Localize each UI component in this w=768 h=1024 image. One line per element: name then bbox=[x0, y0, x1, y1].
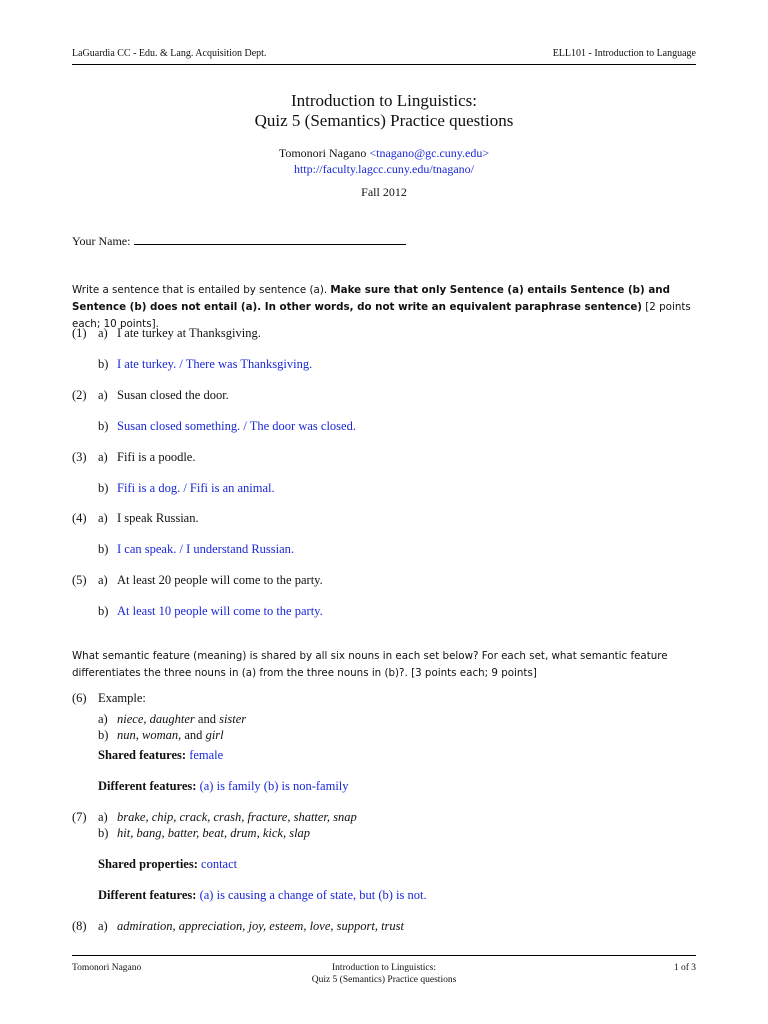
item8-number: (8) bbox=[72, 919, 87, 933]
item6-b-words2: girl bbox=[205, 728, 224, 742]
section1-instruction-bold: Make sure that only Sentence (a) entails Sentence (b) and Sentence (b) does not entail (a). In other words, do not write an equivalent paraphrase sentence) bbox=[72, 284, 670, 313]
item4-a-label: a) bbox=[98, 511, 108, 525]
item6-a-label: a) bbox=[98, 712, 108, 726]
section1-instruction-points: [2 points each; 10 points]. bbox=[72, 301, 691, 330]
header-rule bbox=[72, 64, 696, 65]
item7-diff-label: Different features: bbox=[98, 888, 197, 902]
section2-instruction-line2: differentiates the three nouns in (a) from the three nouns in (b)?. [3 points each; 9 points] bbox=[72, 667, 537, 679]
item5-number: (5) bbox=[72, 573, 87, 587]
name-field-label: Your Name: bbox=[72, 234, 131, 248]
item7-diff-answer: (a) is causing a change of state, but (b) is not. bbox=[199, 888, 427, 902]
item6-a-words2: sister bbox=[219, 712, 247, 726]
footer-center bbox=[0, 962, 768, 986]
footer-center-line2: Quiz 5 (Semantics) Practice questions bbox=[311, 975, 457, 985]
item7-b-label: b) bbox=[98, 826, 109, 840]
item7-number: (7) bbox=[72, 810, 87, 824]
item3-a-text: Fifi is a poodle. bbox=[117, 450, 196, 464]
item6-a-text bbox=[117, 712, 246, 727]
footer-left: Tomonori Nagano bbox=[72, 963, 142, 973]
section2-instruction-line1: What semantic feature (meaning) is shared by all six nouns in each set below? For each set, what semantic feature bbox=[72, 650, 668, 662]
item2-b-answer: Susan closed something. / The door was closed. bbox=[117, 419, 356, 433]
item6-diff-answer: (a) is family (b) is non-family bbox=[199, 779, 349, 793]
item7-shared bbox=[98, 857, 237, 872]
footer-center-line1: Introduction to Linguistics: bbox=[332, 963, 436, 973]
item7-shared-answer: contact bbox=[201, 857, 238, 871]
author-email[interactable]: <tnagano@gc.cuny.edu> bbox=[369, 146, 490, 160]
item7-diff bbox=[98, 888, 427, 903]
item3-b-answer: Fifi is a dog. / Fifi is an animal. bbox=[117, 481, 275, 495]
title-line2: Quiz 5 (Semantics) Practice questions bbox=[254, 111, 514, 130]
item5-b-label: b) bbox=[98, 604, 109, 618]
item3-a-label: a) bbox=[98, 450, 108, 464]
item8-a-words: admiration, appreciation, joy, esteem, love, support, trust bbox=[117, 919, 405, 933]
item7-shared-label: Shared properties: bbox=[98, 857, 198, 871]
section1-instruction-plain: Write a sentence that is entailed by sentence (a). bbox=[72, 284, 331, 296]
name-field-row bbox=[72, 233, 406, 249]
item3-number: (3) bbox=[72, 450, 87, 464]
item2-number: (2) bbox=[72, 388, 87, 402]
title-line1: Introduction to Linguistics: bbox=[290, 91, 478, 110]
item6-b-conj: and bbox=[181, 728, 206, 742]
item1-b-answer: I ate turkey. / There was Thanksgiving. bbox=[117, 357, 313, 371]
item2-b-label: b) bbox=[98, 419, 109, 433]
item6-number: (6) bbox=[72, 691, 87, 705]
footer-rule bbox=[72, 955, 696, 956]
author-url[interactable]: http://faculty.lagcc.cuny.edu/tnagano/ bbox=[293, 162, 475, 176]
item5-b-answer: At least 10 people will come to the party. bbox=[117, 604, 323, 618]
item1-number: (1) bbox=[72, 326, 87, 340]
item7-a-label: a) bbox=[98, 810, 108, 824]
item7-a-text bbox=[117, 810, 357, 825]
item6-shared bbox=[98, 748, 223, 763]
item1-a-label: a) bbox=[98, 326, 108, 340]
item6-a-conj: and bbox=[194, 712, 220, 726]
item5-a-text: At least 20 people will come to the party. bbox=[117, 573, 323, 587]
term: Fall 2012 bbox=[361, 185, 407, 199]
item6-b-text bbox=[117, 728, 224, 743]
item7-b-words: hit, bang, batter, beat, drum, kick, slap bbox=[117, 826, 311, 840]
item8-a-label: a) bbox=[98, 919, 108, 933]
header-left: LaGuardia CC - Edu. & Lang. Acquisition Dept. bbox=[72, 48, 267, 59]
item5-a-label: a) bbox=[98, 573, 108, 587]
header-right: ELL101 - Introduction to Language bbox=[552, 48, 696, 59]
item1-b-label: b) bbox=[98, 357, 109, 371]
item6-a-words1: niece, daughter bbox=[117, 712, 195, 726]
item4-b-label: b) bbox=[98, 542, 109, 556]
item7-a-words: brake, chip, crack, crash, fracture, shatter, snap bbox=[117, 810, 357, 824]
item6-diff-label: Different features: bbox=[98, 779, 197, 793]
item4-b-answer: I can speak. / I understand Russian. bbox=[117, 542, 295, 556]
item2-a-text: Susan closed the door. bbox=[117, 388, 229, 402]
item6-b-label: b) bbox=[98, 728, 109, 742]
author-name: Tomonori Nagano bbox=[278, 146, 367, 160]
item1-a-text: I ate turkey at Thanksgiving. bbox=[117, 326, 261, 340]
section2-instructions bbox=[72, 648, 696, 682]
item4-a-text: I speak Russian. bbox=[117, 511, 199, 525]
item3-b-label: b) bbox=[98, 481, 109, 495]
item8-a-text bbox=[117, 919, 404, 934]
item6-diff bbox=[98, 779, 349, 794]
item7-b-text bbox=[117, 826, 310, 841]
footer-page-number: 1 of 3 bbox=[673, 963, 696, 973]
item6-shared-label: Shared features: bbox=[98, 748, 187, 762]
item2-a-label: a) bbox=[98, 388, 108, 402]
item6-shared-answer: female bbox=[189, 748, 224, 762]
author-line bbox=[0, 146, 768, 161]
name-field-input[interactable] bbox=[134, 233, 406, 245]
item4-number: (4) bbox=[72, 511, 87, 525]
item6-b-words1: nun, woman, bbox=[117, 728, 182, 742]
item6-heading: Example: bbox=[98, 691, 146, 705]
